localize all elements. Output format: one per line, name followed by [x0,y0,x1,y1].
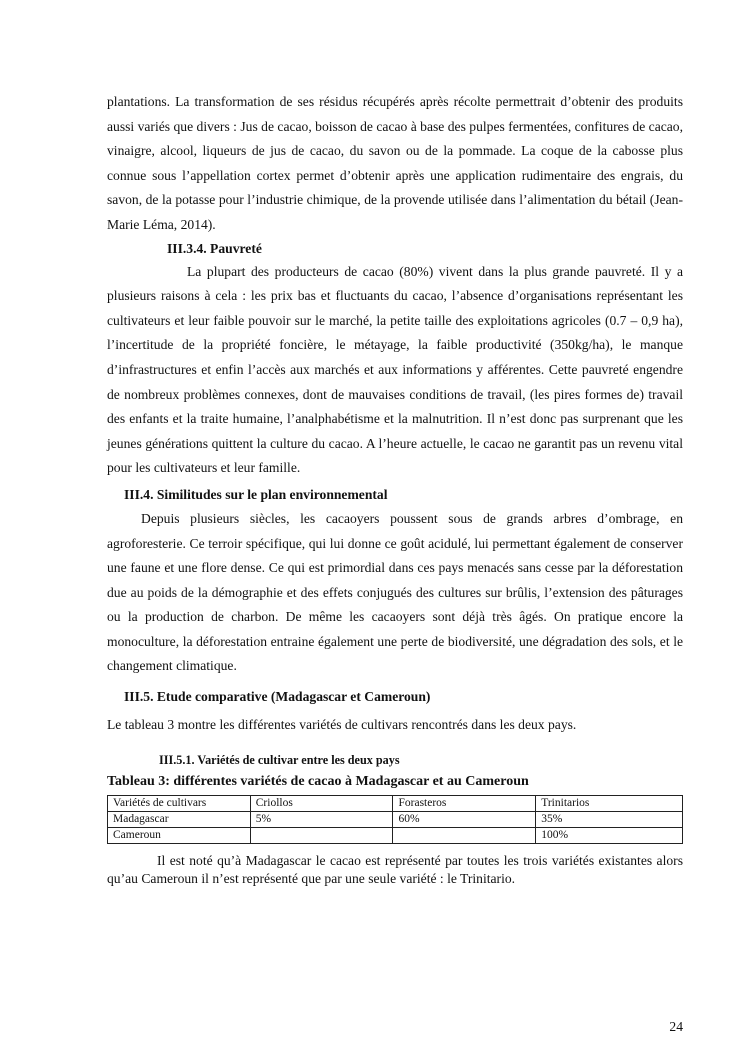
heading-pauvrete: III.3.4. Pauvreté [167,240,262,256]
table-cell: 60% [393,811,536,827]
table-cell: 100% [536,827,683,843]
heading-etude-comparative: III.5. Etude comparative (Madagascar et Cameroun) [124,689,431,705]
paragraph-environnement: Depuis plusieurs siècles, les cacaoyers poussent sous de grands arbres d’ombrage, en agroforesterie. Ce terroir spécifique, qui lui donne ce goût acidulé, lui permettant également de conserver une faune et une flore dense. Ce qui est primordial dans ces pays menacés sans cesse par la déforestation due au poids de la démographie et des effets conjugués des cultures sur brûlis, l’extension des pâturages ou la production de charbon. De même les cacaoyers sont déjà très âgés. On pratique encore la monoculture, la déforestation entraine également une perte de biodiversité, une dégradation des sols, et le changement climatique. [107,510,683,674]
document-page [107,90,683,888]
heading-similitudes-environnement: III.4. Similitudes sur le plan environnemental [124,486,388,502]
varietes-table [107,795,683,844]
table-header-cell: Variétés de cultivars [108,795,251,811]
table-header-cell: Trinitarios [536,795,683,811]
table-header-row [108,795,683,811]
paragraph-tableau-intro: Le tableau 3 montre les différentes variétés de cultivars rencontrés dans les deux pays. [107,717,577,733]
table-cell: 5% [250,811,393,827]
table-cell: 35% [536,811,683,827]
page-number: 24 [669,1019,683,1034]
table-header-cell: Criollos [250,795,393,811]
table-cell: Madagascar [108,811,251,827]
table-header-cell: Forasteros [393,795,536,811]
heading-varietes-cultivar: III.5.1. Variétés de cultivar entre les deux pays [159,752,400,767]
table-cell [250,827,393,843]
table-row [108,811,683,827]
paragraph-note-varietes: Il est noté qu’à Madagascar le cacao est représenté par toutes les trois variétés existantes alors qu’au Cameroun il n’est représenté que par une seule variété : le Trinitario. [107,852,683,886]
paragraph-pauvrete: La plupart des producteurs de cacao (80%) vivent dans la plus grande pauvreté. Il y a plusieurs raisons à cela : les prix bas et fluctuants du cacao, l’absence d’organisations représentant les cultivateurs et leur faible pouvoir sur le marché, la petite taille des exploitations agricoles (0.7 – 0,9 ha), l’incertitude de la propriété foncière, le métayage, la faible productivité (350kg/ha), le manque d’infrastructures et enfin l’accès aux marchés et aux informations y afférentes. Cette pauvreté engendre de nombreux problèmes connexes, dont de mauvaises conditions de travail, (les pires formes de) travail des enfants et la traite humaine, l’analphabétisme et la malnutrition. Il n’est donc pas surprenant que les jeunes générations quittent la culture du cacao. A l’heure actuelle, le cacao ne garantit pas un revenu vital pour les cultivateurs et leur famille. [107,263,683,476]
table-row [108,827,683,843]
table-cell [393,827,536,843]
table-cell: Cameroun [108,827,251,843]
paragraph-residus: plantations. La transformation de ses résidus récupérés après récolte permettrait d’obtenir des produits aussi variés que divers : Jus de cacao, boisson de cacao à base des pulpes fermentées, confitures de cacao, vinaigre, alcool, liqueurs de jus de cacao, du savon ou de la pommade. La coque de la cabosse plus connue sous l’appellation cortex permet d’obtenir après une application rudimentaire des engrais, du savon, de la potasse pour l’industrie chimique, de la provende utilisée dans l’alimentation du bétail (Jean-Marie Léma, 2014). [107,94,683,232]
table-caption: Tableau 3: différentes variétés de cacao à Madagascar et au Cameroun [107,773,529,789]
